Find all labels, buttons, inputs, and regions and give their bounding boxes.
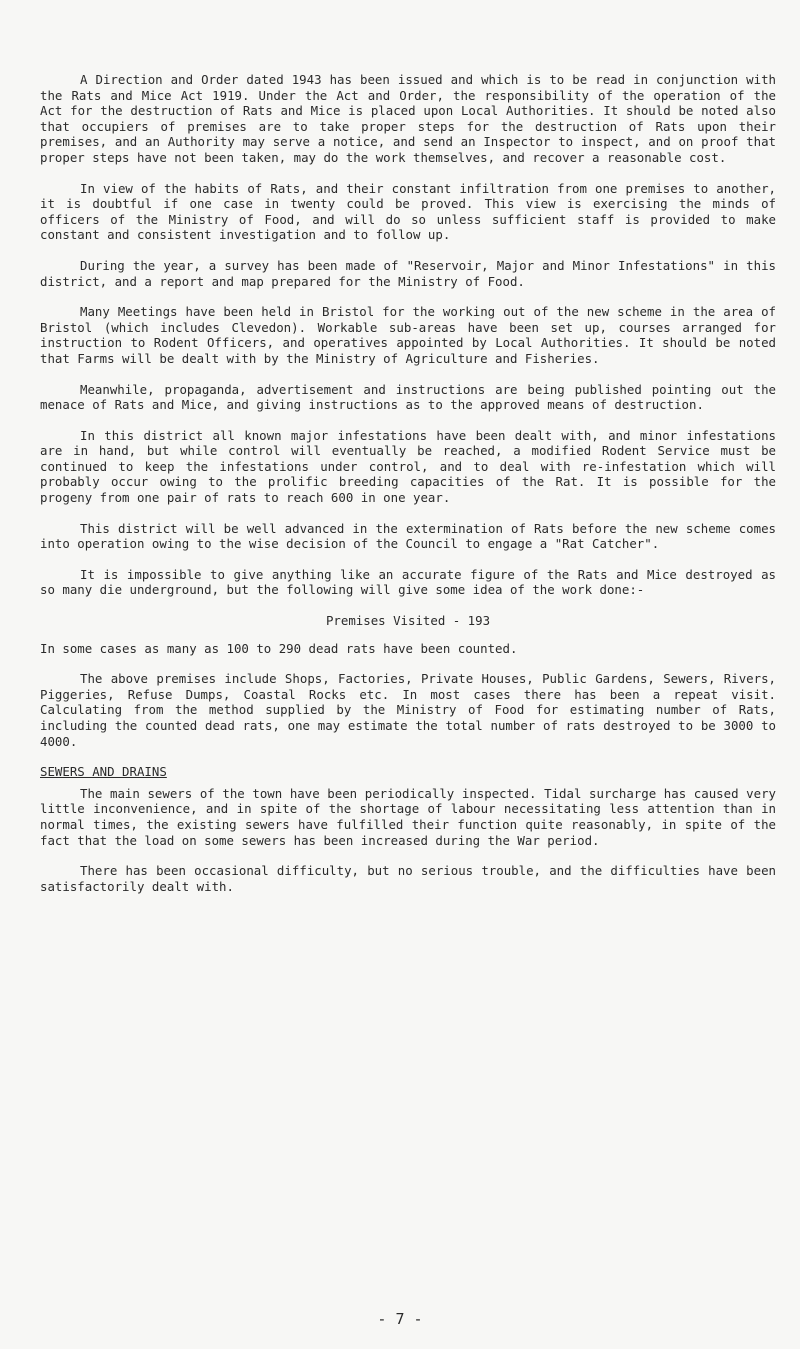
paragraph-premises-types: The above premises include Shops, Factories, Private Houses, Public Gardens, Sewers, Rivers, Piggeries, Refuse Dumps, Coastal Rocks etc. In most cases there has been a repeat visit. Calculating from the method supplied by the Ministry of Food for estimating number of Rats, including the counted dead rats, one may estimate the total number of rats destroyed to be 3000 to 4000. bbox=[40, 671, 776, 749]
report-page bbox=[40, 72, 776, 909]
premises-visited-count: Premises Visited - 193 bbox=[325, 613, 491, 629]
paragraph-direction-order: A Direction and Order dated 1943 has been issued and which is to be read in conjunction with the Rats and Mice Act 1919. Under the Act and Order, the responsibility of the operation of the Act for the destruction of Rats and Mice is placed upon Local Authorities. It should be noted also that occupiers of premises are to take proper steps for the destruction of Rats upon their premises, and an Authority may serve a notice, and send an Inspector to inspect, and on proof that proper steps have not been taken, may do the work themselves, and recover a reasonable cost. bbox=[40, 72, 776, 165]
paragraph-survey: During the year, a survey has been made of "Reservoir, Major and Minor Infestations" in this district, and a report and map prepared for the Ministry of Food. bbox=[40, 257, 776, 289]
paragraph-meetings: Many Meetings have been held in Bristol for the working out of the new scheme in the area of Bristol (which includes Clevedon). Workable sub-areas have been set up, courses arranged for instruction to Rodent Officers, and operatives appointed by Local Authorities. It should be noted that Farms will be dealt with by the Ministry of Agriculture and Fisheries. bbox=[40, 304, 776, 366]
paragraph-rat-habits: In view of the habits of Rats, and their constant infiltration from one premises to another, it is doubtful if one case in twenty could be proved. This view is exercising the minds of officers of the Ministry of Food, and will do so unless sufficient staff is provided to make constant and consistent investigation and to follow up. bbox=[40, 180, 776, 243]
page-number: - 7 - bbox=[377, 1310, 423, 1328]
paragraph-difficulties: There has been occasional difficulty, but no serious trouble, and the difficulties have been satisfactorily dealt with. bbox=[40, 863, 776, 894]
section-heading-sewers: SEWERS AND DRAINS bbox=[40, 764, 167, 780]
paragraph-figures: It is impossible to give anything like an accurate figure of the Rats and Mice destroyed as so many die underground, but the following will give some idea of the work done:- bbox=[40, 566, 776, 598]
paragraph-rat-catcher: This district will be well advanced in the extermination of Rats before the new scheme comes into operation owing to the wise decision of the Council to engage a "Rat Catcher". bbox=[40, 520, 776, 552]
paragraph-infestations: In this district all known major infestations have been dealt with, and minor infestations are in hand, but while control will eventually be reached, a modified Rodent Service must be continued to keep the infestations under control, and to deal with re-infestation which will probably occur owing to the prolific breeding capacities of the Rat. It is possible for the progeny from one pair of rats to reach 600 in one year. bbox=[40, 427, 776, 506]
paragraph-sewers: The main sewers of the town have been periodically inspected. Tidal surcharge has caused very little inconvenience, and in spite of the shortage of labour necessitating less attention than in normal times, the existing sewers have fulfilled their function quite reasonably, in spite of the fact that the load on some sewers has been increased during the War period. bbox=[40, 785, 776, 848]
paragraph-propaganda: Meanwhile, propaganda, advertisement and instructions are being published pointing out the menace of Rats and Mice, and giving instructions as to the approved means of destruction. bbox=[40, 381, 776, 413]
paragraph-dead-rats: In some cases as many as 100 to 290 dead rats have been counted. bbox=[40, 640, 518, 656]
